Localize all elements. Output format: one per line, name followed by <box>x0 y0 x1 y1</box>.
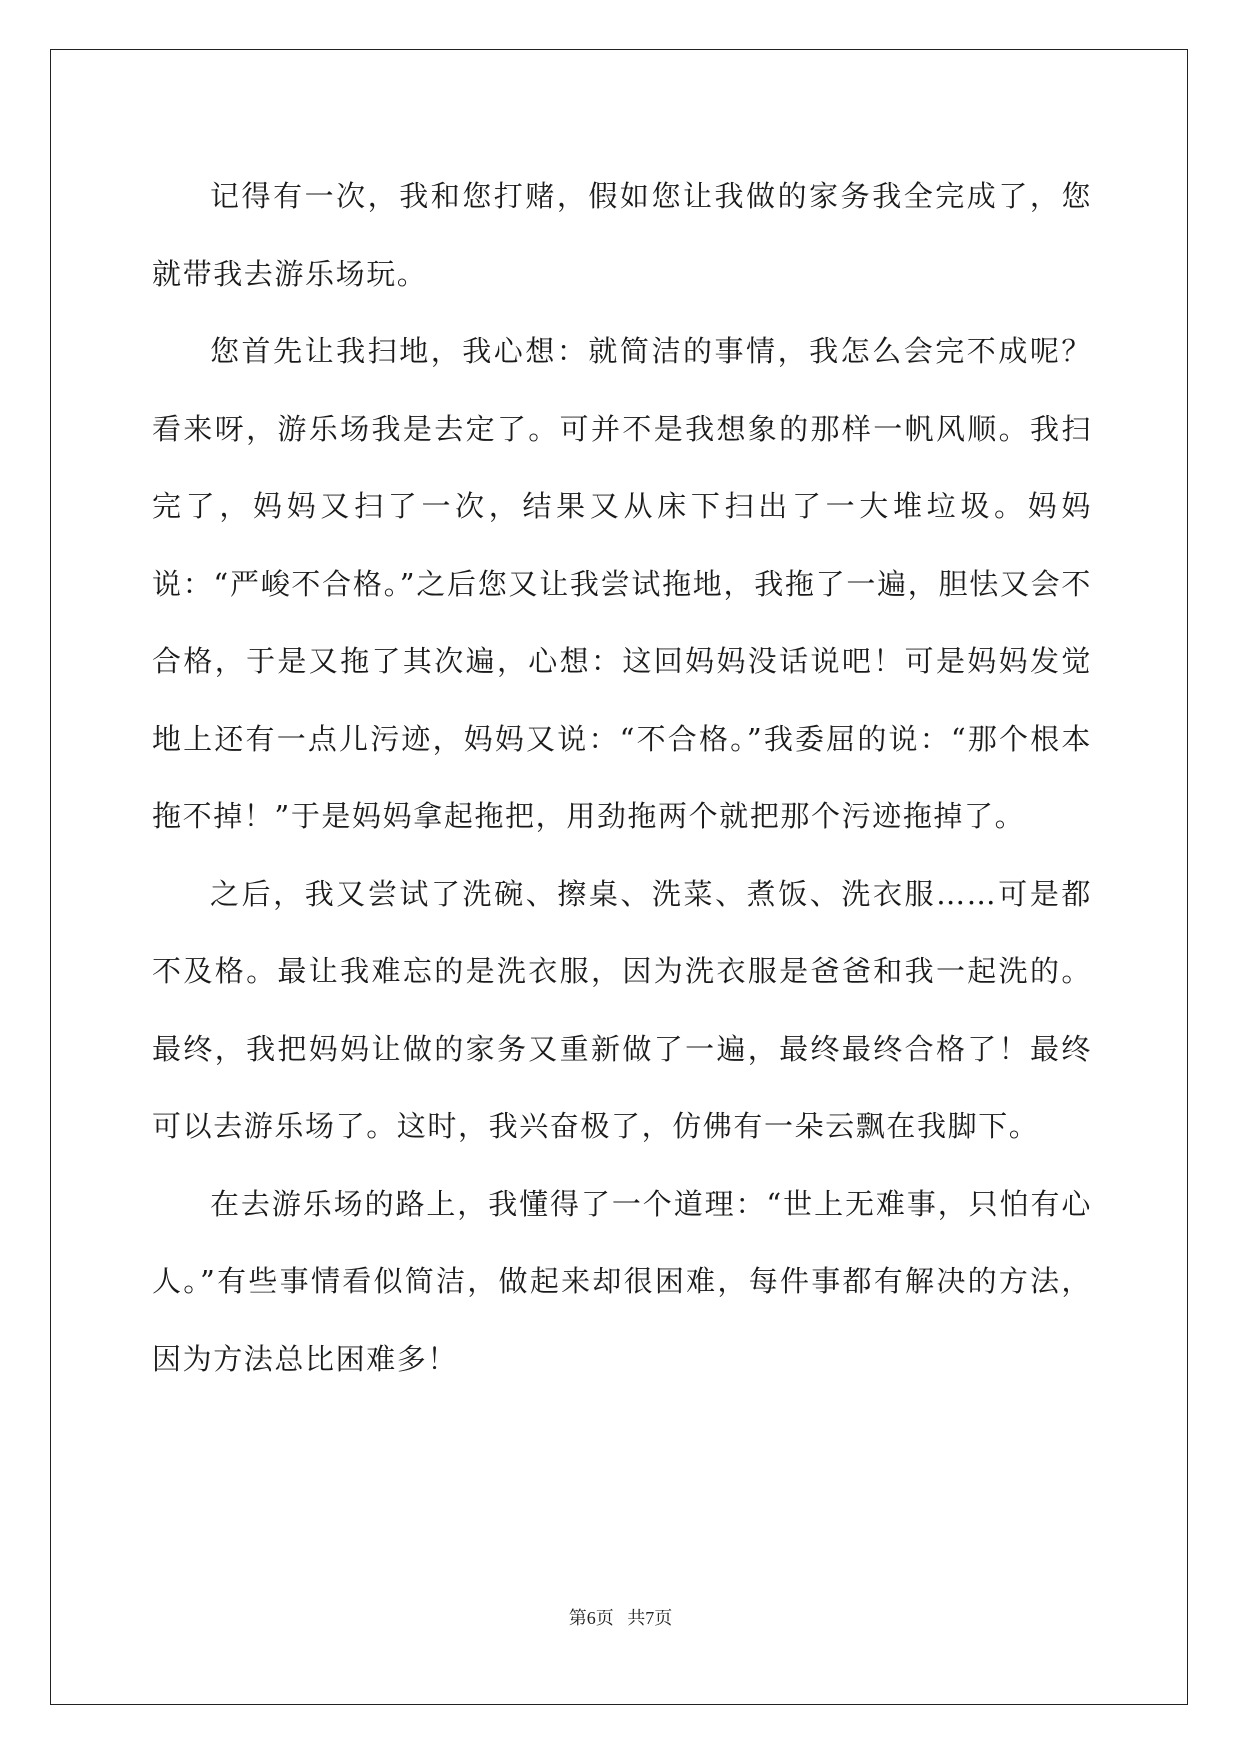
paragraph: 之后，我又尝试了洗碗、擦桌、洗菜、煮饭、洗衣服……可是都不及格。最让我难忘的是洗衣服，因为洗衣服是爸爸和我一起洗的。最终，我把妈妈让做的家务又重新做了一遍，最终最终合格了！最终可以去游乐场了。这时，我兴奋极了，仿佛有一朵云飘在我脚下。 <box>152 876 1092 1143</box>
page-footer <box>0 1604 1241 1630</box>
paragraph: 在去游乐场的路上，我懂得了一个道理：“世上无难事，只怕有心人。”有些事情看似简洁，做起来却很困难，每件事都有解决的方法，因为方法总比困难多！ <box>152 1186 1092 1376</box>
page-total: 共7页 <box>627 1608 673 1628</box>
page-number: 第6页 <box>568 1608 614 1628</box>
paragraph: 您首先让我扫地，我心想：就简洁的事情，我怎么会完不成呢？看来呀，游乐场我是去定了。可并不是我想象的那样一帆风顺。我扫完了，妈妈又扫了一次，结果又从床下扫出了一大堆垃圾。妈妈说：“严峻不合格。”之后您又让我尝试拖地，我拖了一遍，胆怯又会不合格，于是又拖了其次遍，心想：这回妈妈没话说吧！可是妈妈发觉地上还有一点儿污迹，妈妈又说：“不合格。”我委屈的说：“那个根本拖不掉！”于是妈妈拿起拖把，用劲拖两个就把那个污迹拖掉了。 <box>152 334 1092 833</box>
document-body <box>152 158 1092 1398</box>
paragraph: 记得有一次，我和您打赌，假如您让我做的家务我全完成了，您就带我去游乐场玩。 <box>152 179 1092 291</box>
